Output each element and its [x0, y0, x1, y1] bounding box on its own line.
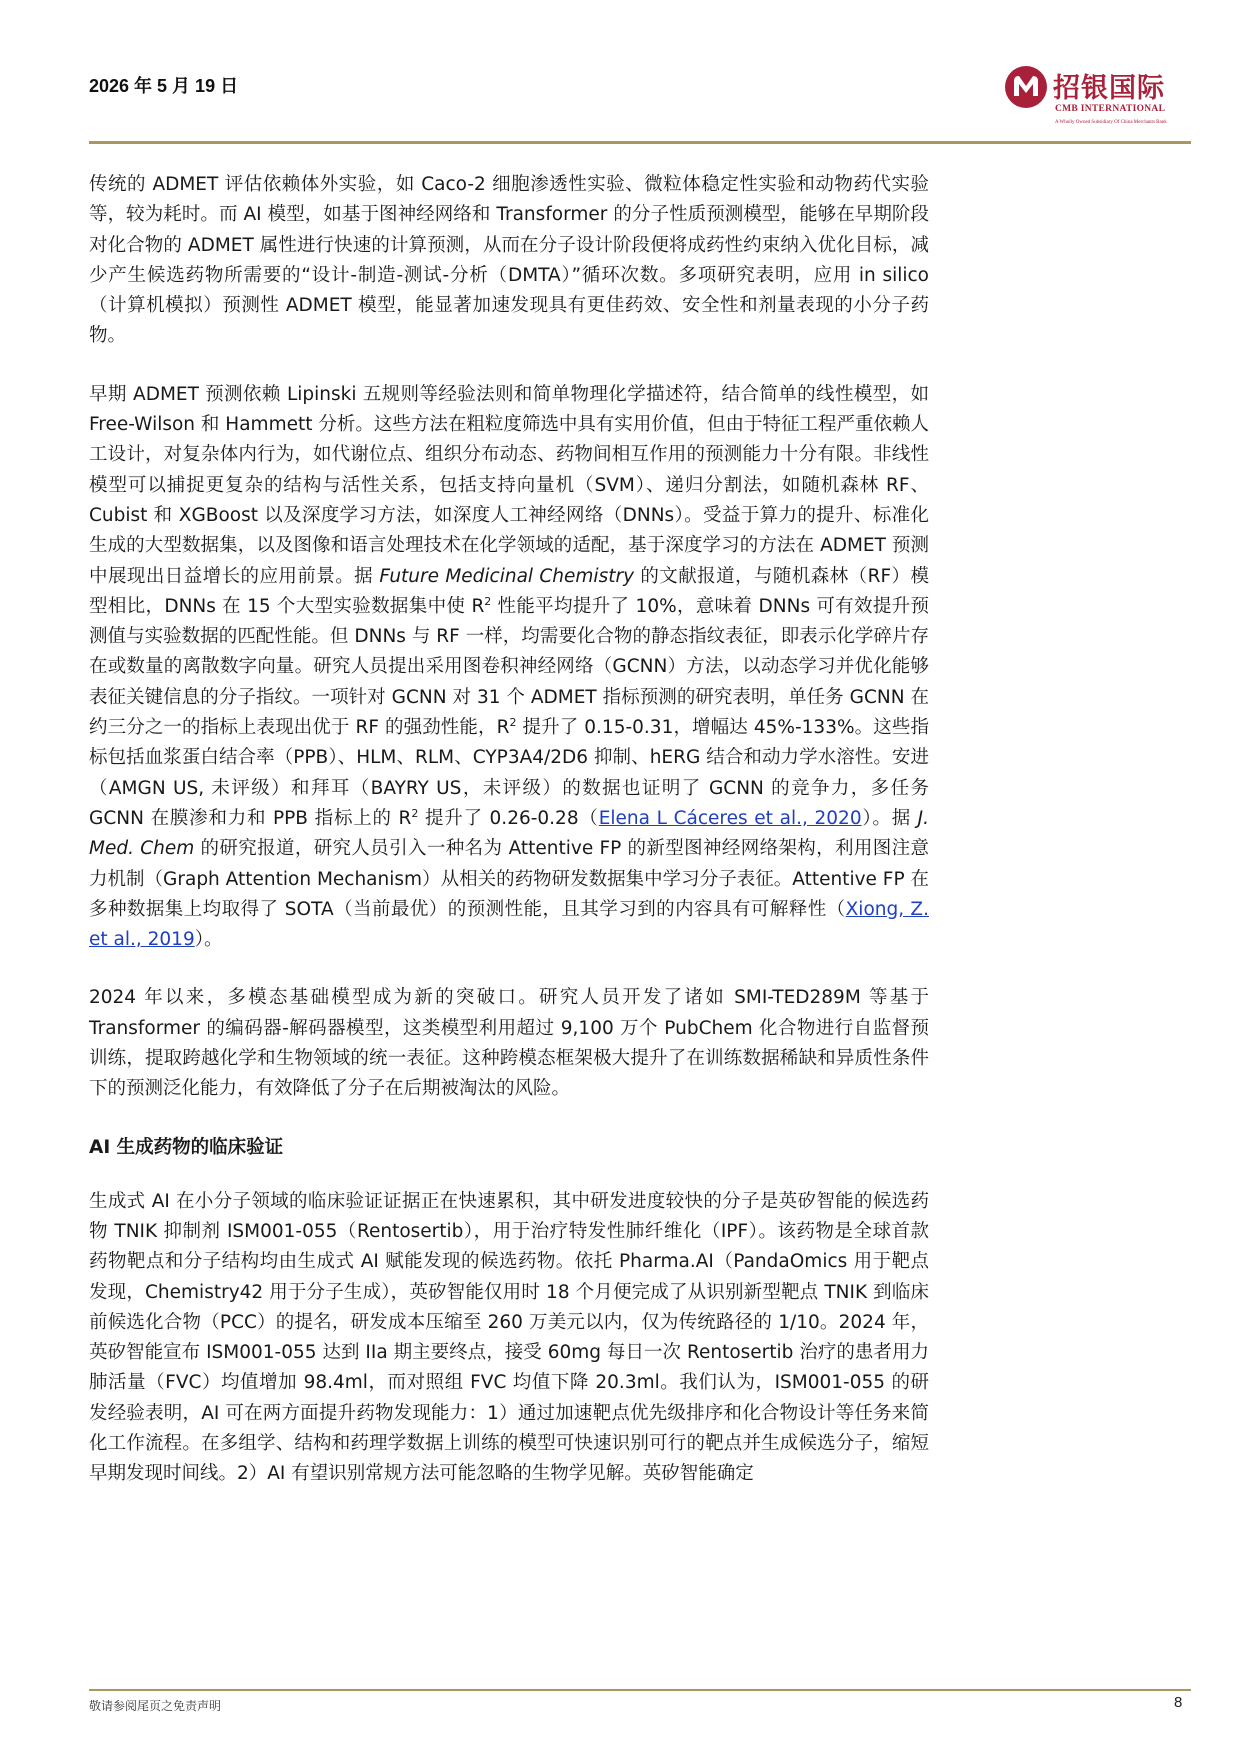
- text-span: 早期 ADMET 预测依赖 Lipinski 五规则等经验法则和简单物理化学描述符，结合简单的线性模型，如 Free-Wilson 和 Hammett 分析。这些方法在粗粒度筛选中具有实用价值，但由于特征工程严重依赖人工设计，对复杂体内行为，如代谢位点、组织分布动态、药物间相互作用的预测能力十分有限。非线性模型可以捕捉更复杂的结构与活性关系，包括支持向量机（SVM）、递归分割法，如随机森林 RF、Cubist 和 XGBoost 以及深度学习方法，如深度人工神经网络（DNNs）。受益于算力的提升、标准化生成的大型数据集，以及图像和语言处理技术在化学领域的适配，基于深度学习的方法在 ADMET 预测中展现出日益增长的应用前景。据: [89, 383, 929, 587]
- paragraph-admet-models: [89, 380, 929, 956]
- report-date: 2026 年 5 月 19 日: [89, 76, 239, 96]
- text-span: 的研究报道，研究人员引入一种名为 Attentive FP 的新型图神经网络架构，利用图注意力机制（Graph Attention Mechanism）从相关的药物研发数据集中学习分子表征。Attentive FP 在多种数据集上均取得了 SOTA（当前最优）的预测性能，且其学习到的内容具有可解释性（: [89, 838, 929, 920]
- logo-tagline: A Wholly Owned Subsidiary Of China Merchants Bank: [1055, 120, 1167, 125]
- journal-name: J. Med. Chem: [89, 807, 930, 860]
- text-span: 提升了 0.26-0.28（: [418, 807, 599, 829]
- paragraph-clinical-validation: 生成式 AI 在小分子领域的临床验证证据正在快速累积，其中研发进度较快的分子是英矽智能的候选药物 TNIK 抑制剂 ISM001-055（Rentosertib），用于治疗特发性肺纤维化（IPF）。该药物是全球首款药物靶点和分子结构均由生成式 AI 赋能发现的候选药物。依托 Pharma.AI（PandaOmics 用于靶点发现，Chemistry42 用于分子生成），英矽智能仅用时 18 个月便完成了从识别新型靶点 TNIK 到临床前候选化合物（PCC）的提名，研发成本压缩至 260 万美元以内，仅为传统路径的 1/10。2024 年，英矽智能宣布 ISM001-055 达到 IIa 期主要终点，接受 60mg 每日一次 Rentosertib 治疗的患者用力肺活量（FVC）均值增加 98.4ml，而对照组 FVC 均值下降 20.3ml。我们认为，ISM001-055 的研发经验表明，AI 可在两方面提升药物发现能力：1）通过加速靶点优先级排序和化合物设计等任务来简化工作流程。在多组学、结构和药理学数据上训练的模型可快速识别可行的靶点并生成候选分子，缩短早期发现时间线。2）AI 有望识别常规方法可能忽略的生物学见解。英矽智能确定: [89, 1190, 929, 1485]
- text-span: 性能平均提升了 10%，意味着 DNNs 可有效提升预测值与实验数据的匹配性能。但 DNNs 与 RF 一样，均需要化合物的静态指纹表征，即表示化学碎片存在或数量的离散数字向量。研究人员提出采用图卷积神经网络（GCNN）方法，以动态学习并优化能够表征关键信息的分子指纹。一项针对 GCNN 对 31 个 ADMET 指标预测的研究表明，单任务 GCNN 在约三分之一的指标上表现出优于 RF 的强劲性能，R: [89, 595, 929, 739]
- footer-divider: [89, 1689, 1191, 1691]
- text-span: ）。: [194, 929, 223, 951]
- report-body: [89, 170, 929, 1518]
- text-span: 的文献报道，与随机森林（RF）模型相比，DNNs 在 15 个大型实验数据集中使 R: [89, 565, 929, 617]
- superscript: 2: [484, 594, 492, 608]
- company-logo: [1003, 64, 1191, 144]
- text-span: 提升了 0.15-0.31，增幅达 45%-133%。这些指标包括血浆蛋白结合率（PPB）、HLM、RLM、CYP3A4/2D6 抑制、hERG 结合和动力学水溶性。安进（AMGN US, 未评级）和拜耳（BAYRY US，未评级）的数据也证明了 GCNN 的竞争力，多任务 GCNN 在膜渗和力和 PPB 指标上的 R: [89, 717, 929, 829]
- page-number: 8: [1174, 1694, 1183, 1711]
- cmb-logo-icon: [1003, 64, 1049, 110]
- section-heading: AI 生成药物的临床验证: [89, 1136, 284, 1158]
- header-divider: [89, 141, 1191, 144]
- footer-disclaimer: 敬请参阅尾页之免责声明: [89, 1699, 222, 1713]
- logo-name-en: CMB INTERNATIONAL: [1055, 104, 1166, 114]
- citation-link-xiong[interactable]: Xiong, Z. et al., 2019: [89, 898, 929, 951]
- paragraph-multimodal: 2024 年以来，多模态基础模型成为新的突破口。研究人员开发了诸如 SMI-TED289M 等基于 Transformer 的编码器-解码器模型，这类模型利用超过 9,100 万个 PubChem 化合物进行自监督预训练，提取跨越化学和生物领域的统一表征。这种跨模态框架极大提升了在训练数据稀缺和异质性条件下的预测泛化能力，有效降低了分子在后期被淘汰的风险。: [89, 987, 929, 1100]
- paragraph-admet-intro: 传统的 ADMET 评估依赖体外实验，如 Caco-2 细胞渗透性实验、微粒体稳定性实验和动物药代实验等，较为耗时。而 AI 模型，如基于图神经网络和 Transformer 的分子性质预测模型，能够在早期阶段对化合物的 ADMET 属性进行快速的计算预测，从而在分子设计阶段便将成药性约束纳入优化目标，减少产生候选药物所需要的“设计-制造-测试-分析（DMTA）”循环次数。多项研究表明，应用 in silico（计算机模拟）预测性 ADMET 模型，能显著加速发现具有更佳药效、安全性和剂量表现的小分子药物。: [89, 174, 929, 347]
- citation-link-caceres[interactable]: Elena L Cáceres et al., 2020: [598, 807, 862, 829]
- logo-name-cn: 招银国际: [1053, 73, 1165, 104]
- text-span: ）。据: [861, 807, 918, 829]
- superscript: 2: [509, 716, 517, 730]
- journal-name: Future Medicinal Chemistry: [379, 565, 635, 587]
- superscript: 2: [411, 806, 419, 820]
